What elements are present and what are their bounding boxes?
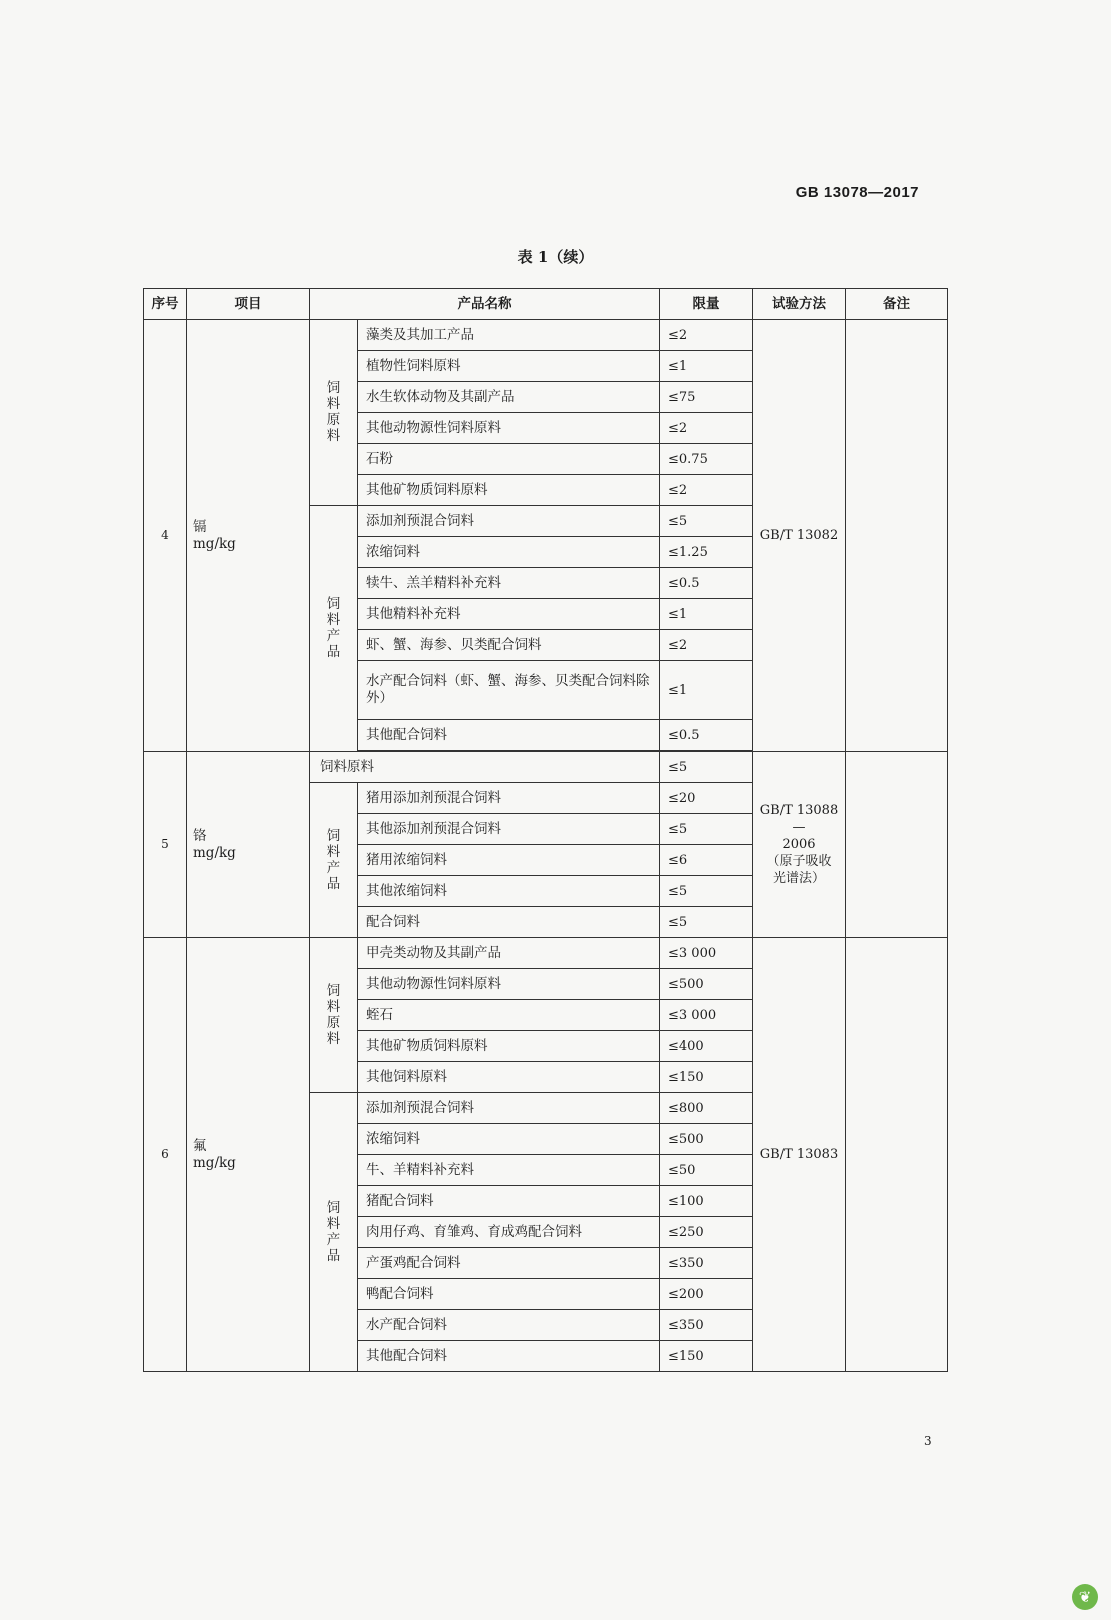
- method-line: GB/T 13088—: [759, 803, 839, 835]
- limit-value: ≤6: [660, 845, 753, 876]
- product-name: 配合饲料: [358, 907, 660, 938]
- product-name: 藻类及其加工产品: [358, 320, 660, 351]
- seq-cell: 6: [144, 938, 187, 1372]
- item-cell: [187, 938, 310, 1372]
- seq-cell: 5: [144, 752, 187, 938]
- limit-value: ≤1: [660, 351, 753, 382]
- product-name: 浓缩饲料: [358, 1124, 660, 1155]
- limit-value: ≤500: [660, 969, 753, 1000]
- limit-value: ≤350: [660, 1310, 753, 1341]
- table-caption: 表 1（续）: [517, 248, 594, 266]
- limit-value: ≤5: [660, 506, 753, 537]
- product-name: 石粉: [358, 444, 660, 475]
- limit-value: ≤800: [660, 1093, 753, 1124]
- item-unit: mg/kg: [193, 1154, 236, 1171]
- limit-value: ≤50: [660, 1155, 753, 1186]
- product-name: 添加剂预混合饲料: [358, 1093, 660, 1124]
- product-name: 猪用添加剂预混合饲料: [358, 783, 660, 814]
- product-name: 添加剂预混合饲料: [358, 506, 660, 537]
- limit-value: ≤1: [660, 599, 753, 630]
- col-method: 试验方法: [753, 289, 846, 320]
- group-label: 饲料产品: [310, 783, 358, 938]
- col-limit: 限量: [660, 289, 753, 320]
- table-row: [144, 938, 948, 969]
- header-row: [144, 289, 948, 320]
- product-name: 猪配合饲料: [358, 1186, 660, 1217]
- limit-value: ≤0.75: [660, 444, 753, 475]
- limit-value: ≤1: [660, 661, 753, 720]
- page-number: 3: [924, 1434, 932, 1448]
- remark-cell: [846, 320, 948, 752]
- item-unit: mg/kg: [193, 844, 236, 861]
- limit-value: ≤1.25: [660, 537, 753, 568]
- limit-value: ≤0.5: [660, 720, 753, 751]
- product-name: 产蛋鸡配合饲料: [358, 1248, 660, 1279]
- table-row: [144, 320, 948, 351]
- limit-value: ≤100: [660, 1186, 753, 1217]
- method-line: 2006: [782, 837, 816, 852]
- product-name: 其他精料补充料: [358, 599, 660, 630]
- limit-value: ≤20: [660, 783, 753, 814]
- product-name: 蛭石: [358, 1000, 660, 1031]
- col-remark: 备注: [846, 289, 948, 320]
- limits-table: [143, 288, 948, 1372]
- product-name: 其他浓缩饲料: [358, 876, 660, 907]
- limit-value: ≤2: [660, 320, 753, 351]
- group-label: 饲料原料: [310, 320, 358, 506]
- table-row: [144, 752, 948, 783]
- product-name: 其他添加剂预混合饲料: [358, 814, 660, 845]
- method-cell: [753, 752, 846, 938]
- method-line: （原子吸收: [766, 854, 832, 869]
- limit-value: ≤3 000: [660, 938, 753, 969]
- limit-value: ≤5: [660, 752, 753, 783]
- limit-value: ≤5: [660, 876, 753, 907]
- limit-value: ≤400: [660, 1031, 753, 1062]
- product-name: 其他饲料原料: [358, 1062, 660, 1093]
- limit-value: ≤2: [660, 475, 753, 506]
- product-name: 其他动物源性饲料原料: [358, 969, 660, 1000]
- seq-cell: 4: [144, 320, 187, 752]
- product-name: 肉用仔鸡、育雏鸡、育成鸡配合饲料: [358, 1217, 660, 1248]
- limit-value: ≤150: [660, 1341, 753, 1372]
- limit-value: ≤200: [660, 1279, 753, 1310]
- product-name: 水生软体动物及其副产品: [358, 382, 660, 413]
- method-cell: GB/T 13082: [753, 320, 846, 752]
- col-seq: 序号: [144, 289, 187, 320]
- product-name: 其他配合饲料: [358, 1341, 660, 1372]
- product-name: 虾、蟹、海参、贝类配合饲料: [358, 630, 660, 661]
- limit-value: ≤75: [660, 382, 753, 413]
- limit-value: ≤0.5: [660, 568, 753, 599]
- group-label: 饲料产品: [310, 506, 358, 752]
- product-name: 牛、羊精料补充料: [358, 1155, 660, 1186]
- remark-cell: [846, 938, 948, 1372]
- limit-value: ≤350: [660, 1248, 753, 1279]
- product-name: 甲壳类动物及其副产品: [358, 938, 660, 969]
- standard-number: GB 13078—2017: [795, 184, 919, 201]
- col-item: 项目: [187, 289, 310, 320]
- product-name: 植物性饲料原料: [358, 351, 660, 382]
- product-name: 猪用浓缩饲料: [358, 845, 660, 876]
- product-name: 其他配合饲料: [358, 720, 660, 751]
- item-unit: mg/kg: [193, 535, 236, 552]
- product-name: 鸭配合饲料: [358, 1279, 660, 1310]
- leaf-logo-icon: ❦: [1072, 1584, 1098, 1610]
- limit-value: ≤5: [660, 907, 753, 938]
- product-name: 饲料原料: [310, 752, 660, 783]
- item-name: 镉: [193, 518, 207, 535]
- group-label: 饲料产品: [310, 1093, 358, 1372]
- item-name: 氟: [193, 1137, 207, 1154]
- product-name: 其他动物源性饲料原料: [358, 413, 660, 444]
- limit-value: ≤500: [660, 1124, 753, 1155]
- product-name: 其他矿物质饲料原料: [358, 1031, 660, 1062]
- product-name: 犊牛、羔羊精料补充料: [358, 568, 660, 599]
- limit-value: ≤150: [660, 1062, 753, 1093]
- product-name: 水产配合饲料: [358, 1310, 660, 1341]
- item-name: 铬: [193, 827, 207, 844]
- limit-value: ≤3 000: [660, 1000, 753, 1031]
- limit-value: ≤250: [660, 1217, 753, 1248]
- limit-value: ≤2: [660, 630, 753, 661]
- item-cell: [187, 320, 310, 752]
- product-name: 其他矿物质饲料原料: [358, 475, 660, 506]
- remark-cell: [846, 752, 948, 938]
- item-cell: [187, 752, 310, 938]
- limit-value: ≤2: [660, 413, 753, 444]
- product-name: 水产配合饲料（虾、蟹、海参、贝类配合饲料除外）: [358, 661, 660, 720]
- group-label: 饲料原料: [310, 938, 358, 1093]
- col-product: 产品名称: [310, 289, 660, 320]
- method-line: 光谱法）: [772, 871, 825, 886]
- limit-value: ≤5: [660, 814, 753, 845]
- method-cell: GB/T 13083: [753, 938, 846, 1372]
- product-name: 浓缩饲料: [358, 537, 660, 568]
